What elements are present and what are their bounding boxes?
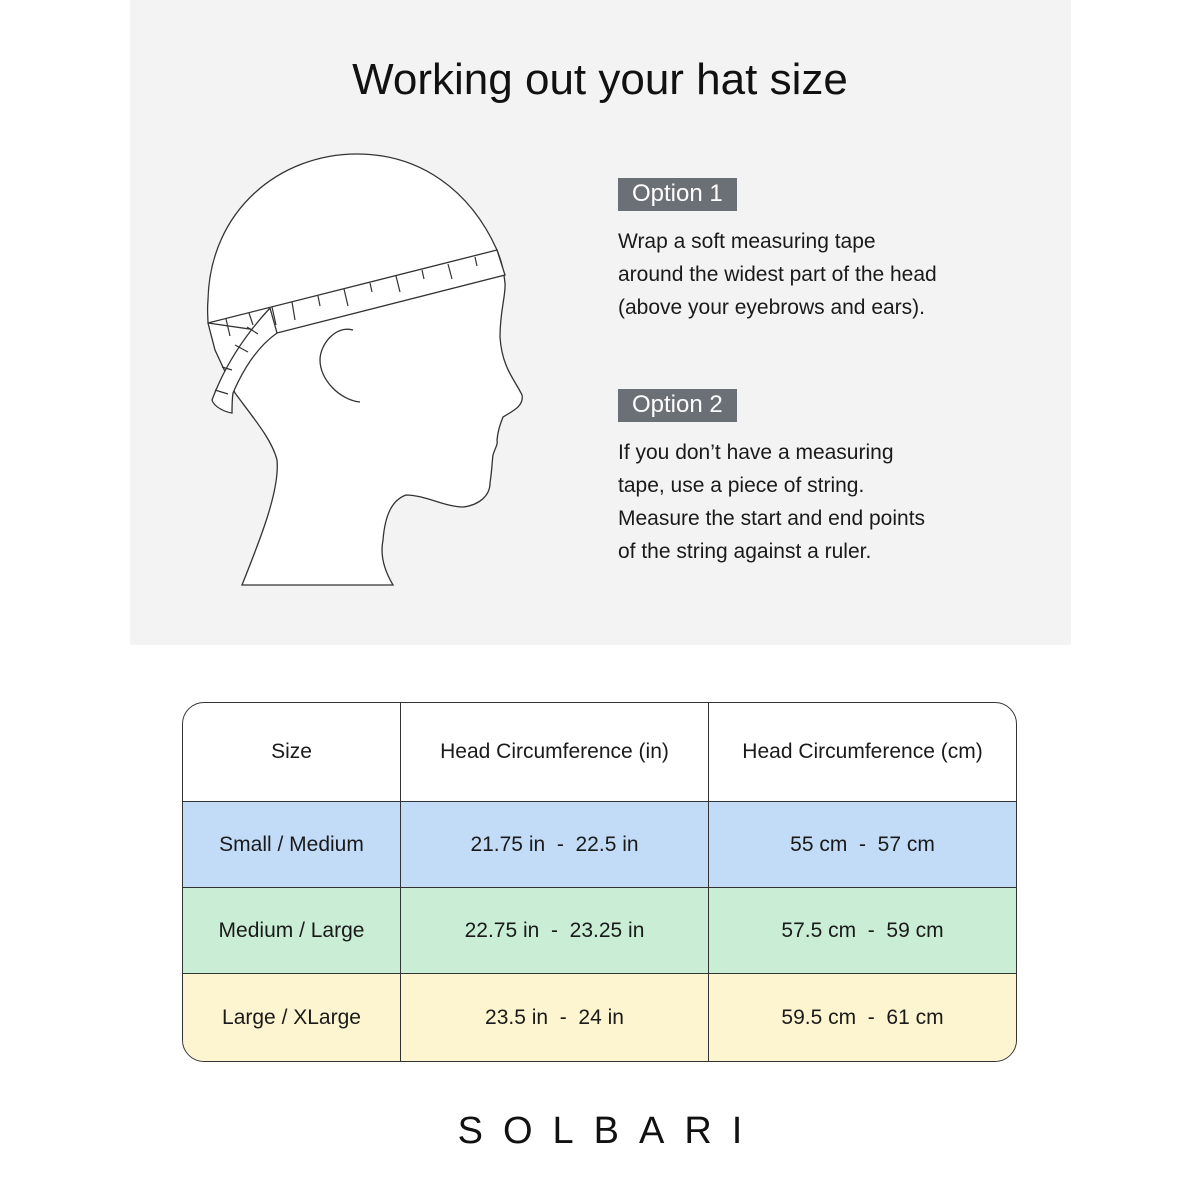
table-cell: 21.75 in - 22.5 in xyxy=(401,802,709,888)
option-1-badge: Option 1 xyxy=(618,178,737,211)
option-1 xyxy=(618,178,937,324)
table-cell: 55 cm - 57 cm xyxy=(709,802,1016,888)
table-cell: Medium / Large xyxy=(183,888,401,974)
header-cell: Size xyxy=(183,703,401,802)
table-cell: Large / XLarge xyxy=(183,974,401,1061)
option-2 xyxy=(618,389,925,568)
desc-line: around the widest part of the head xyxy=(618,263,937,286)
option-1-description xyxy=(618,225,937,324)
option-2-badge: Option 2 xyxy=(618,389,737,422)
table-cell: 23.5 in - 24 in xyxy=(401,974,709,1061)
desc-line: If you don’t have a measuring xyxy=(618,441,894,464)
desc-line: tape, use a piece of string. xyxy=(618,474,865,497)
desc-line: Measure the start and end points xyxy=(618,507,926,530)
table-cell: 57.5 cm - 59 cm xyxy=(709,888,1016,974)
size-table xyxy=(182,702,1017,1062)
option-2-description xyxy=(618,436,925,568)
table-cell: 22.75 in - 23.25 in xyxy=(401,888,709,974)
desc-line: (above your eyebrows and ears). xyxy=(618,296,925,319)
page-title: Working out your hat size xyxy=(352,55,848,104)
desc-line: of the string against a ruler. xyxy=(618,540,872,563)
brand-logo: SOLBARI xyxy=(457,1110,763,1152)
table-cell: Small / Medium xyxy=(183,802,401,888)
desc-line: Wrap a soft measuring tape xyxy=(618,230,876,253)
table-cell: 59.5 cm - 61 cm xyxy=(709,974,1016,1061)
header-cell: Head Circumference (in) xyxy=(401,703,709,802)
header-cell: Head Circumference (cm) xyxy=(709,703,1016,802)
